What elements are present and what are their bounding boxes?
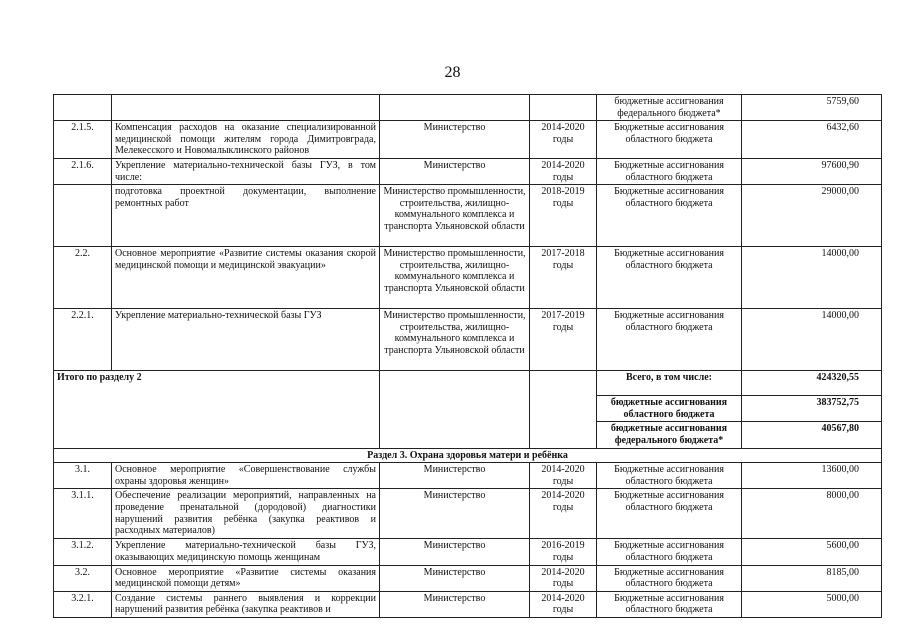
section-header-row	[54, 448, 882, 463]
total-source: бюджетные ассигнования областного бюджета	[597, 396, 742, 422]
total-row	[54, 371, 882, 396]
total-empty-cell	[380, 371, 530, 448]
row-amount: 5000,00	[742, 591, 882, 617]
total-amount: 383752,75	[742, 396, 882, 422]
row-source: Бюджетные ассигнования областного бюджета	[597, 539, 742, 565]
row-name: Укрепление материально-технической базы ГУЗ	[112, 309, 380, 371]
row-amount: 29000,00	[742, 185, 882, 247]
row-years: 2014-2020 годы	[530, 591, 597, 617]
row-number	[54, 185, 112, 247]
row-number: 3.1.1.	[54, 489, 112, 539]
row-amount: 5600,00	[742, 539, 882, 565]
table-row	[54, 539, 882, 565]
table-row	[54, 158, 882, 184]
table-row	[54, 121, 882, 159]
row-number	[54, 95, 112, 121]
row-source: Бюджетные ассигнования областного бюджета	[597, 158, 742, 184]
row-executor: Министерство промышленности, строительства, жилищно-коммунального комплекса и транспорта Ульяновской области	[380, 309, 530, 371]
row-years: 2014-2020 годы	[530, 121, 597, 159]
row-number: 3.2.	[54, 565, 112, 591]
total-source: бюджетные ассигнования федерального бюджета*	[597, 422, 742, 448]
row-name: Компенсация расходов на оказание специализированной медицинской помощи жителям города Димитровграда, Мелекесского и Новомалыклинского районов	[112, 121, 380, 159]
row-source: Бюджетные ассигнования областного бюджета	[597, 185, 742, 247]
row-executor: Министерство	[380, 489, 530, 539]
total-label: Итого по разделу 2	[54, 371, 380, 448]
row-years: 2017-2018 годы	[530, 247, 597, 309]
row-name: Основное мероприятие «Развитие системы оказания скорой медицинской помощи и медицинской эвакуации»	[112, 247, 380, 309]
row-amount: 6432,60	[742, 121, 882, 159]
row-amount: 8185,00	[742, 565, 882, 591]
row-amount: 5759,60	[742, 95, 882, 121]
row-amount: 14000,00	[742, 247, 882, 309]
row-executor: Министерство	[380, 591, 530, 617]
table-row	[54, 489, 882, 539]
row-years: 2014-2020 годы	[530, 565, 597, 591]
row-amount: 14000,00	[742, 309, 882, 371]
table-row	[54, 463, 882, 489]
row-name	[112, 95, 380, 121]
row-number: 2.2.1.	[54, 309, 112, 371]
row-executor: Министерство	[380, 158, 530, 184]
row-name: Создание системы раннего выявления и коррекции нарушений развития ребёнка (закупка реактивов и	[112, 591, 380, 617]
row-source: Бюджетные ассигнования областного бюджета	[597, 463, 742, 489]
table-row	[54, 95, 882, 121]
row-number: 2.1.6.	[54, 158, 112, 184]
row-number: 3.1.	[54, 463, 112, 489]
row-years: 2017-2019 годы	[530, 309, 597, 371]
row-executor: Министерство	[380, 121, 530, 159]
row-executor	[380, 95, 530, 121]
total-amount: 40567,80	[742, 422, 882, 448]
row-years: 2016-2019 годы	[530, 539, 597, 565]
row-years	[530, 95, 597, 121]
table-row	[54, 185, 882, 247]
row-name: Укрепление материально-технической базы ГУЗ, в том числе:	[112, 158, 380, 184]
row-amount: 97600,90	[742, 158, 882, 184]
row-source: бюджетные ассигнования федерального бюджета*	[597, 95, 742, 121]
row-years: 2014-2020 годы	[530, 158, 597, 184]
row-number: 3.1.2.	[54, 539, 112, 565]
total-amount: 424320,55	[742, 371, 882, 396]
row-years: 2018-2019 годы	[530, 185, 597, 247]
table-row	[54, 309, 882, 371]
row-years: 2014-2020 годы	[530, 463, 597, 489]
row-executor: Министерство	[380, 463, 530, 489]
row-amount: 13600,00	[742, 463, 882, 489]
row-source: Бюджетные ассигнования областного бюджета	[597, 309, 742, 371]
table-row	[54, 565, 882, 591]
row-name: Обеспечение реализации мероприятий, направленных на проведение пренатальной (дородовой) диагностики нарушений развития ребёнка (закупка реактивов и расходных материалов)	[112, 489, 380, 539]
row-years: 2014-2020 годы	[530, 489, 597, 539]
row-name: Основное мероприятие «Совершенствование службы охраны здоровья женщин»	[112, 463, 380, 489]
row-source: Бюджетные ассигнования областного бюджета	[597, 121, 742, 159]
total-source: Всего, в том числе:	[597, 371, 742, 396]
row-executor: Министерство промышленности, строительства, жилищно-коммунального комплекса и транспорта Ульяновской области	[380, 185, 530, 247]
row-name: Укрепление материально-технической базы ГУЗ, оказывающих медицинскую помощь женщинам	[112, 539, 380, 565]
row-source: Бюджетные ассигнования областного бюджета	[597, 489, 742, 539]
total-empty-cell	[530, 371, 597, 448]
row-source: Бюджетные ассигнования областного бюджета	[597, 591, 742, 617]
row-name: подготовка проектной документации, выполнение ремонтных работ	[112, 185, 380, 247]
row-number: 2.2.	[54, 247, 112, 309]
section-title: Раздел 3. Охрана здоровья матери и ребёнка	[54, 448, 882, 463]
table-row	[54, 247, 882, 309]
row-name: Основное мероприятие «Развитие системы оказания медицинской помощи детям»	[112, 565, 380, 591]
row-number: 2.1.5.	[54, 121, 112, 159]
row-executor: Министерство	[380, 565, 530, 591]
page-number: 28	[444, 64, 461, 81]
row-source: Бюджетные ассигнования областного бюджета	[597, 247, 742, 309]
row-executor: Министерство	[380, 539, 530, 565]
table-row	[54, 591, 882, 617]
row-number: 3.2.1.	[54, 591, 112, 617]
row-source: Бюджетные ассигнования областного бюджета	[597, 565, 742, 591]
row-amount: 8000,00	[742, 489, 882, 539]
program-table	[53, 94, 882, 618]
row-executor: Министерство промышленности, строительства, жилищно-коммунального комплекса и транспорта Ульяновской области	[380, 247, 530, 309]
